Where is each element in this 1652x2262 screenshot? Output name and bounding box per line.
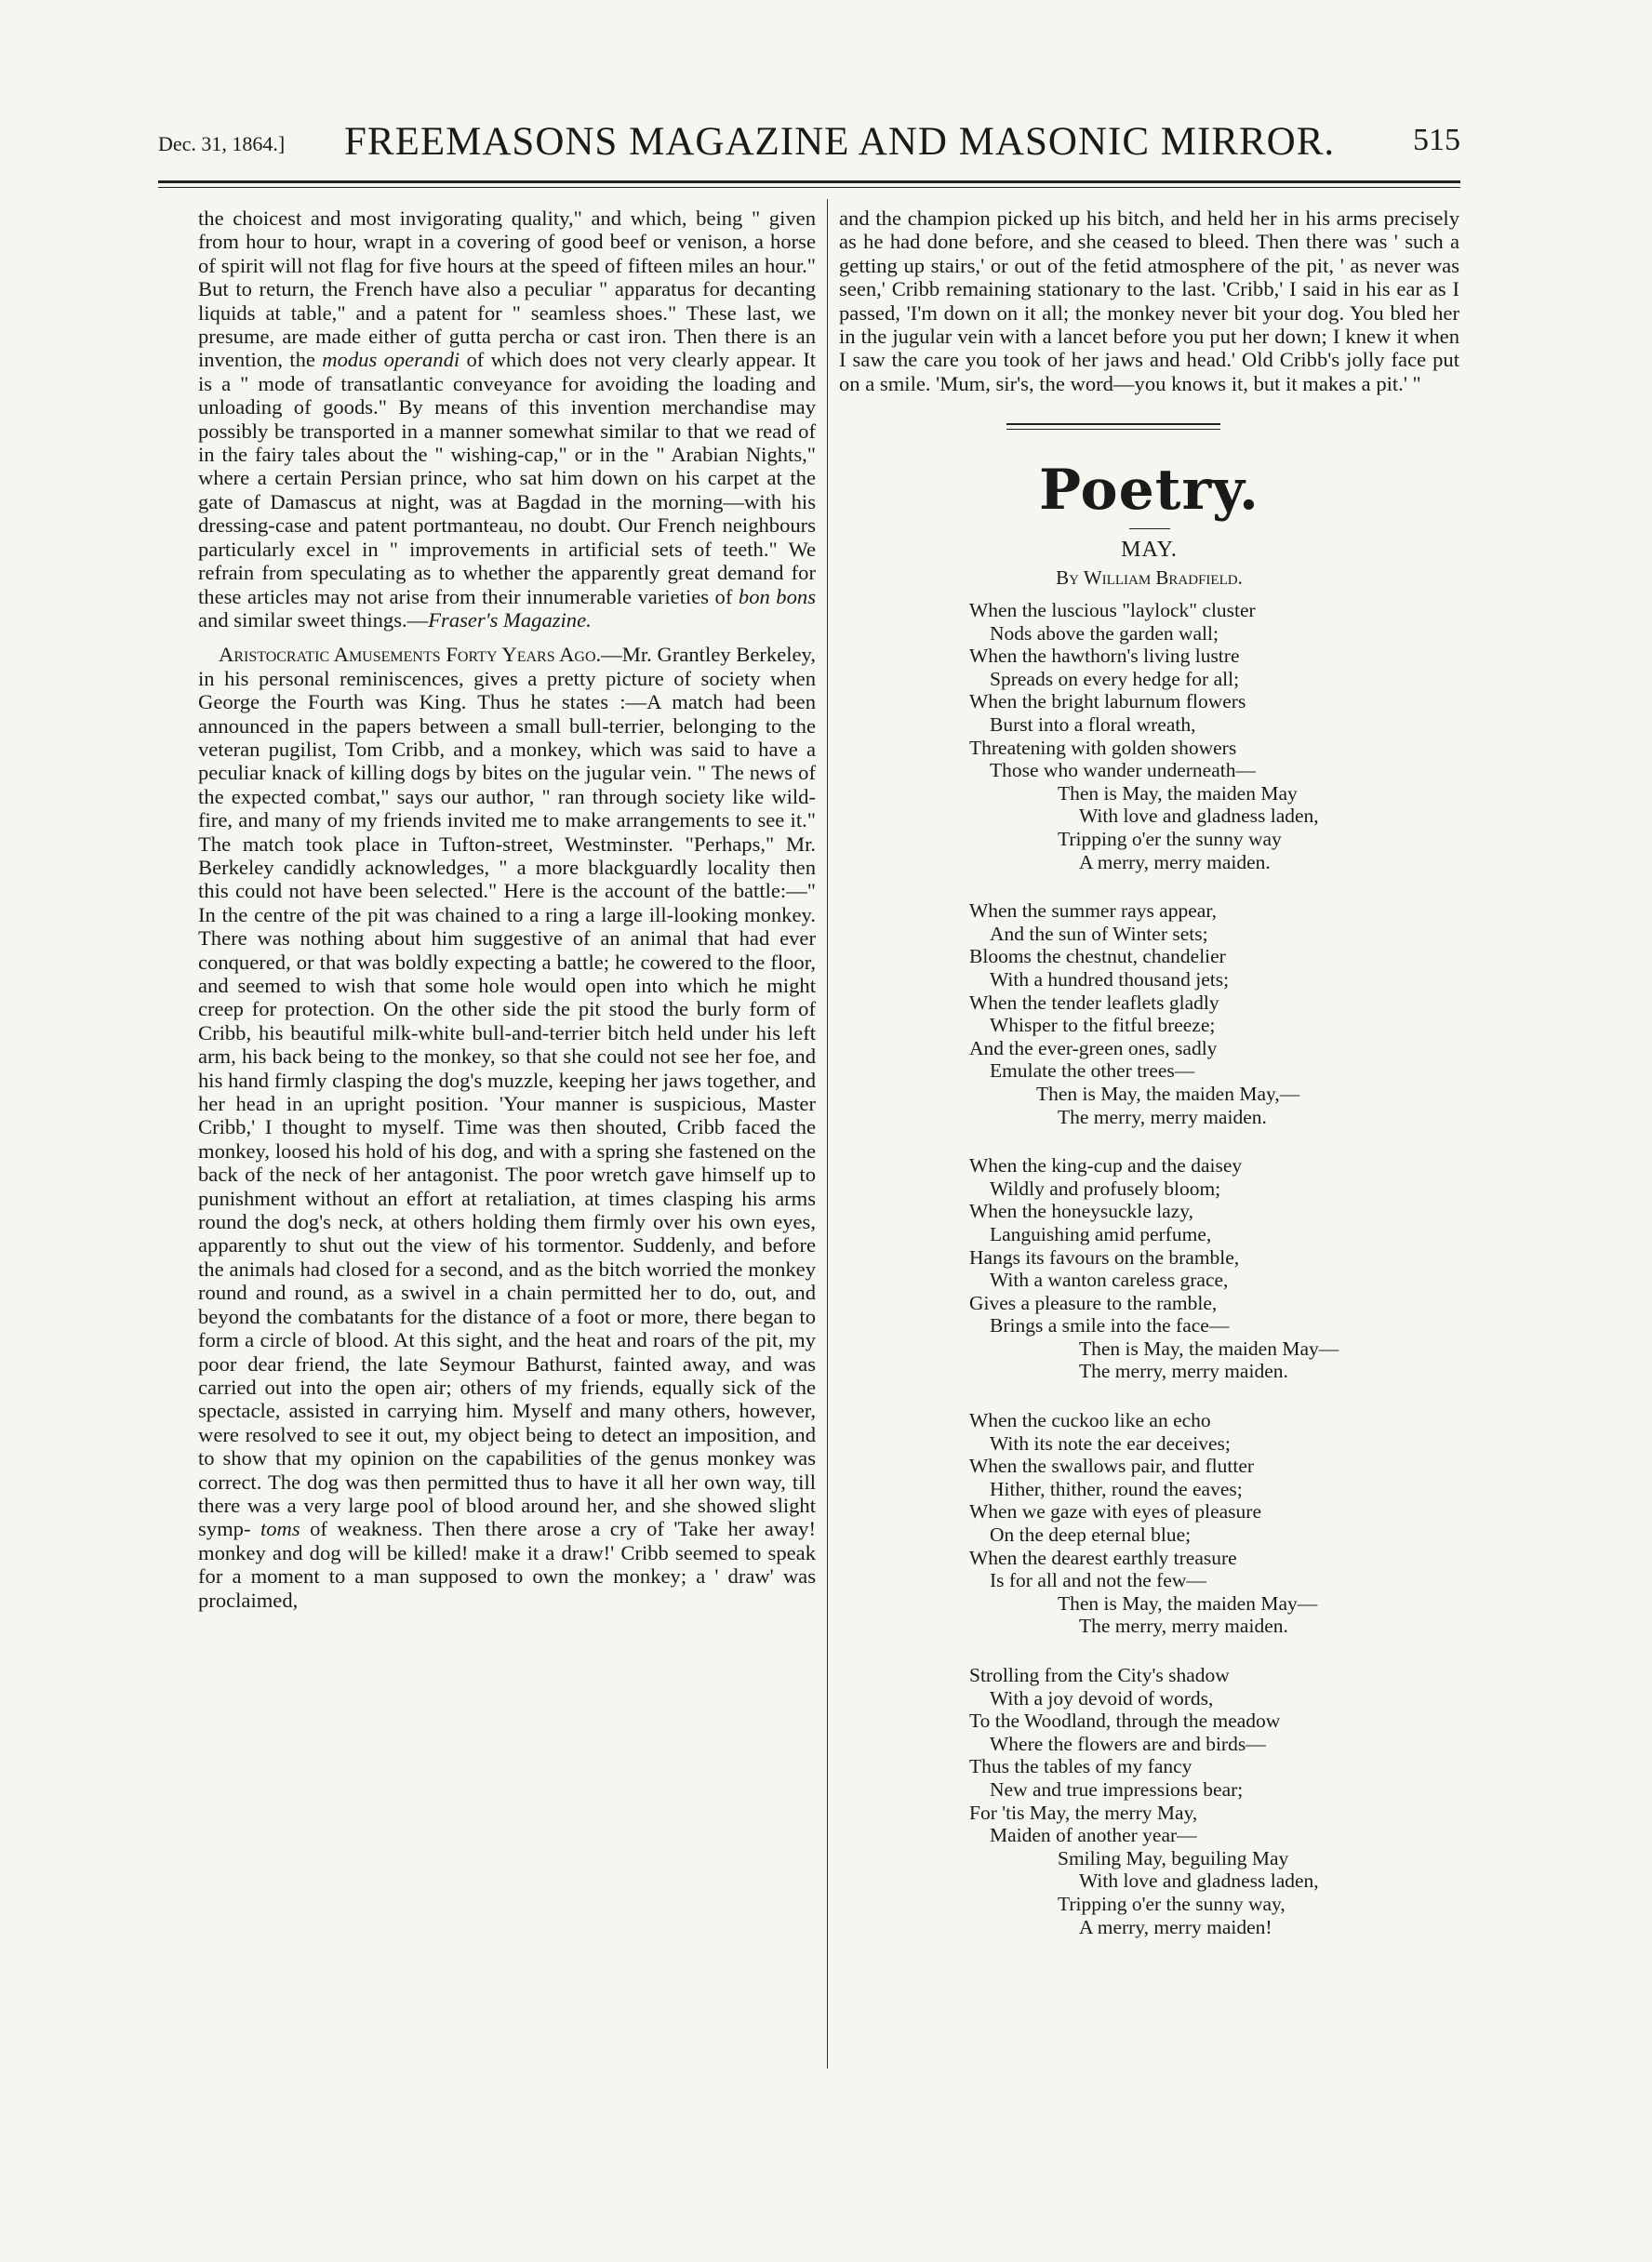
page-number: 515	[1413, 123, 1460, 157]
poem-line: A merry, merry maiden!	[1079, 1915, 1272, 1938]
poem-line: Hither, thither, round the eaves;	[990, 1477, 1243, 1500]
page-header	[158, 112, 1460, 167]
poem-line: When the tender leaflets gladly	[969, 991, 1219, 1014]
poem-line: With a hundred thousand jets;	[990, 967, 1230, 991]
poem-line: Is for all and not the few—	[990, 1569, 1206, 1592]
poem-line: Thus the tables of my fancy	[969, 1755, 1192, 1778]
right-column	[839, 206, 1459, 1964]
poem-line: Brings a smile into the face—	[990, 1314, 1230, 1337]
poem-line: When the cuckoo like an echo	[969, 1409, 1211, 1432]
poem-line: Those who wander underneath—	[990, 759, 1256, 782]
poem-line: With love and gladness laden,	[1079, 1869, 1319, 1893]
poem-line: When we gaze with eyes of pleasure	[969, 1500, 1261, 1524]
poem-line: Gives a pleasure to the ramble,	[969, 1291, 1218, 1314]
poem-line: When the swallows pair, and flutter	[969, 1455, 1255, 1478]
poem-body	[839, 599, 1459, 1938]
poem-line: Nods above the garden wall;	[990, 621, 1219, 645]
poem-line: When the bright laburnum flowers	[969, 690, 1246, 713]
poem-line: Hangs its favours on the bramble,	[969, 1245, 1240, 1269]
poem-line: Whisper to the fitful breeze;	[990, 1014, 1216, 1037]
poem-line: Where the flowers are and birds—	[990, 1732, 1266, 1755]
header-rule-thin	[158, 187, 1460, 188]
poem-line: On the deep eternal blue;	[990, 1524, 1192, 1547]
poem-line: Maiden of another year—	[990, 1824, 1197, 1847]
left-column	[198, 206, 816, 1623]
poem-line: Burst into a floral wreath,	[990, 713, 1196, 737]
section-separator	[1006, 423, 1220, 425]
poem-line: Tripping o'er the sunny way,	[1058, 1892, 1286, 1915]
header-rule	[158, 180, 1460, 183]
section-title: Poetry.	[1039, 458, 1259, 524]
poem-stanza	[839, 599, 1459, 873]
poem-line: Strolling from the City's shadow	[969, 1664, 1230, 1686]
poem-line: Spreads on every hedge for all;	[990, 667, 1240, 690]
poem-line: When the luscious "laylock" cluster	[969, 599, 1256, 622]
poem-line: New and true impressions bear;	[990, 1777, 1244, 1801]
poem-byline: By William Bradfield.	[1056, 566, 1243, 589]
poem-line: Then is May, the maiden May—	[1079, 1337, 1339, 1360]
article-paragraph: and the champion picked up his bitch, and held her in his arms precisely as he had done before, and she ceased to bleed. Then there was ' such a getting up stairs,' or out of the fetid atmosphere of the pit, ' as never was seen,' Cribb remaining stationary to the last. 'Cribb,' I said in his ear as I passed, 'I'm down on it all; the monkey never bit your dog. You bled her in the jugular vein with a lancet before you put her down; I knew it when I saw the care you took of her jaws and head.' Old Cribb's jolly face put on a smile. 'Mum, sir's, the word—you knows it, but it makes a pit.' "	[839, 206, 1459, 395]
column-divider	[827, 199, 828, 2069]
title-rule	[1129, 528, 1170, 529]
poem-line: Emulate the other trees—	[990, 1059, 1195, 1083]
poem-line: Smiling May, beguiling May	[1058, 1846, 1289, 1869]
poem-line: Tripping o'er the sunny way	[1058, 828, 1282, 850]
poem-line: A merry, merry maiden.	[1079, 850, 1271, 873]
poem-line: The merry, merry maiden.	[1079, 1360, 1288, 1383]
poem-stanza	[839, 1664, 1459, 1938]
poem-stanza	[839, 1409, 1459, 1638]
poem-line: With a wanton careless grace,	[990, 1269, 1229, 1292]
poem-line: When the dearest earthly treasure	[969, 1546, 1237, 1569]
poem-line: Then is May, the maiden May	[1058, 781, 1298, 805]
masthead-title: FREEMASONS MAGAZINE AND MASONIC MIRROR.	[344, 120, 1336, 164]
poem-line: With love and gladness laden,	[1079, 805, 1319, 828]
poem-line: The merry, merry maiden.	[1079, 1615, 1288, 1638]
poem-line: Languishing amid perfume,	[990, 1222, 1212, 1245]
poem-stanza	[839, 1154, 1459, 1383]
article-paragraph: the choicest and most invigorating quality," and which, being " given from hour to hour, wrapt in a covering of good beef or venison, a horse of spirit will not flag for five hours at the speed of fifteen miles an hour." But to return, the French have also a peculiar " apparatus for decanting liquids at table," and a patent for " seamless shoes." These last, we presume, are made either of gutta percha or cast iron. Then there is an invention, the modus operandi of which does not very clearly appear. It is a " mode of transatlantic conveyance for avoiding the loading and unloading of goods." By means of this invention merchandise may possibly be transported in a manner somewhat similar to that we read of in the fairy tales about the " wishing-cap," or in the " Arabian Nights," where a certain Persian prince, who sat him down on his carpet at the gate of Damascus at night, was at Bagdad in the morning—with his dressing-case and patent portmanteau, no doubt. Our French neighbours particularly excel in " improvements in artificial sets of teeth." We refrain from speculating as to whether the apparently great demand for these articles may not arise from their innumerable varieties of bon bons and similar sweet things.—Fraser's Magazine.	[198, 206, 817, 632]
poem-line: To the Woodland, through the meadow	[969, 1710, 1281, 1733]
poem-line: Wildly and profusely bloom;	[990, 1177, 1221, 1200]
poem-line: With its note the ear deceives;	[990, 1431, 1231, 1455]
article-heading: Aristocratic Amusements Forty Years Ago.	[219, 643, 602, 667]
poem-line: Threatening with golden showers	[969, 736, 1237, 759]
poem-line: When the summer rays appear,	[969, 899, 1217, 923]
issue-date: Dec. 31, 1864.]	[158, 132, 286, 155]
poem-line: And the sun of Winter sets;	[990, 922, 1208, 945]
poem-line: The merry, merry maiden.	[1058, 1105, 1267, 1128]
article-paragraph: Aristocratic Amusements Forty Years Ago.—Mr. Grantley Berkeley, in his personal reminiscences, gives a pretty picture of society when George the Fourth was King. Thus he states :—A match had been announced in the papers between a small bull-terrier, belonging to the veteran pugilist, Tom Cribb, and a monkey, which was said to have a peculiar knack of killing dogs by bites on the jugular vein. " The news of the expected combat," says our author, " ran through society like wild-fire, and many of my friends invited me to make arrangements to see it." The match took place in Tufton-street, Westminster. "Perhaps," Mr. Berkeley candidly acknowledges, " a more blackguardly locality then this could not have been selected." Here is the account of the battle:—" In the centre of the pit was chained to a ring a large ill-looking monkey. There was nothing about him suggestive of an animal that had ever conquered, or that was boldly expecting a battle; he cowered to the floor, and seemed to wish that some hole would open into which he might creep for protection. On the other side the pit stood the burly form of Cribb, his beautiful milk-white bull-and-terrier bitch held under his left arm, his back being to the monkey, so that she could not see her foe, and his hand firmly clasping the dog's muzzle, keeping her jaws together, and her head in an upright position. 'Your manner is suspicious, Master Cribb,' I thought to myself. Time was then shouted, Cribb faced the monkey, loosed his hold of his dog, and with a spring she fastened on the back of the neck of her antagonist. The poor wretch gave himself up to punishment without an effort at retaliation, at times clasping his arms round the dog's neck, at others holding them firmly over his own eyes, apparently to shut out the view of his tormentor. Suddenly, and before the animals had closed for a second, and as the bitch worried the monkey round and round, as a swivel in a chain permitted her to do, out, and beyond the combatants for the distance of a foot or more, there began to form a circle of blood. At this sight, and the heat and roars of the pit, my poor dear friend, the late Seymour Bathurst, fainted away, and was carried out into the open air; others of my friends, equally sick of the spectacle, assisted in carrying him. Myself and many others, however, were resolved to see it out, my object being to detect an imposition, and to show that my opinion on the capabilities of the genus monkey was correct. The dog was then permitted thus to have it all her own way, till there was a very large pool of blood around her, and she showed slight symp- toms of weakness. Then there arose a cry of 'Take her away! monkey and dog will be killed! make it a draw!' Cribb seemed to speak for a moment to a man supposed to own the monkey; a ' draw' was proclaimed,	[198, 643, 817, 1612]
poem-stanza	[839, 899, 1459, 1128]
source-citation: Fraser's Magazine.	[428, 607, 592, 632]
poem-line: When the hawthorn's living lustre	[969, 645, 1240, 668]
poem-title: MAY.	[1121, 538, 1178, 563]
poem-line: When the honeysuckle lazy,	[969, 1200, 1193, 1223]
section-separator-thin	[1006, 429, 1220, 430]
poem-line: With a joy devoid of words,	[990, 1686, 1214, 1710]
poem-line: And the ever-green ones, sadly	[969, 1036, 1218, 1059]
poem-line: When the king-cup and the daisey	[969, 1154, 1243, 1178]
poem-line: Then is May, the maiden May—	[1058, 1591, 1318, 1615]
poem-line: For 'tis May, the merry May,	[969, 1801, 1198, 1824]
poem-line: Then is May, the maiden May,—	[1036, 1082, 1300, 1105]
poem-line: Blooms the chestnut, chandelier	[969, 945, 1226, 968]
